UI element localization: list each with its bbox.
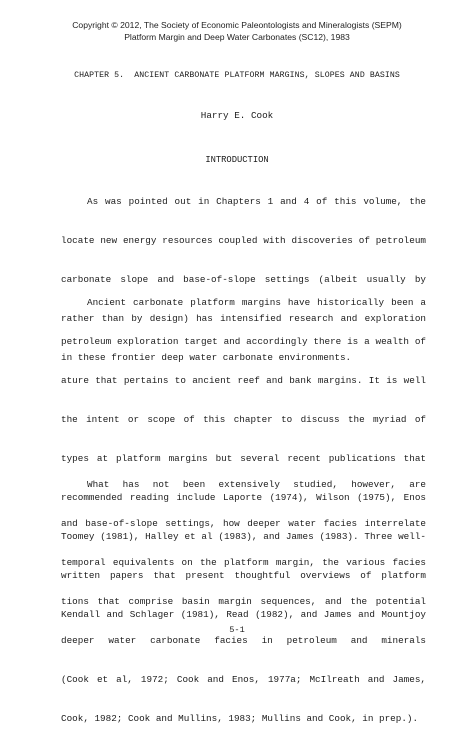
paragraph-line: the intent or scope of this chapter to discuss the myriad of xyxy=(61,414,426,425)
paragraph-line: rather than by design) has intensified research and exploration xyxy=(61,313,426,324)
paragraph-line: tions that comprise basin margin sequences, and the potential xyxy=(61,596,426,607)
paragraph-line: written papers that present thoughtful overviews of platform xyxy=(61,570,426,581)
chapter-title: CHAPTER 5. ANCIENT CARBONATE PLATFORM MARGINS, SLOPES AND BASINS xyxy=(74,71,400,80)
paragraph-line: ature that pertains to ancient reef and bank margins. It is well xyxy=(61,375,426,386)
paragraph-line: petroleum exploration target and accordingly there is a wealth of xyxy=(61,336,426,347)
author-name: Harry E. Cook xyxy=(200,110,274,121)
paragraph-line: and base-of-slope settings, how deeper water facies interrelate xyxy=(61,518,426,529)
paragraph-line: Toomey (1981), Halley et al (1983), and James (1983). Three well- xyxy=(61,531,426,542)
paragraph-line: What has not been extensively studied, however, are xyxy=(87,479,426,490)
paragraph-line: Ancient carbonate platform margins have historically been a xyxy=(87,297,426,308)
section-heading: INTRODUCTION xyxy=(205,155,269,165)
paragraph-3 xyxy=(61,454,426,738)
paragraph-line: deeper water carbonate facies in petroleum and minerals xyxy=(61,635,426,646)
paragraph-line: locate new energy resources coupled with discoveries of petroleum xyxy=(61,235,426,246)
paragraph-line: As was pointed out in Chapters 1 and 4 of this volume, the xyxy=(87,196,426,207)
paragraph-line: Kendall and Schlager (1981), Read (1982), and James and Mountjoy xyxy=(61,609,426,620)
copyright-line: Copyright © 2012, The Society of Economic Paleontologists and Mineralogists (SEPM) xyxy=(72,20,402,30)
paragraph-line: Cook, 1982; Cook and Mullins, 1983; Mullins and Cook, in prep.). xyxy=(61,713,419,724)
paragraph-line: (Cook et al, 1972; Cook and Enos, 1977a; McIlreath and James, xyxy=(61,674,426,685)
paragraph-line: recommended reading include Laporte (1974), Wilson (1975), Enos xyxy=(61,492,426,503)
publication-line: Platform Margin and Deep Water Carbonates (SC12), 1983 xyxy=(124,32,350,42)
page-number: 5-1 xyxy=(229,625,245,635)
paragraph-line: temporal equivalents on the platform margin, the various facies xyxy=(61,557,426,568)
paragraph-line: in these frontier deep water carbonate environments. xyxy=(61,352,352,363)
paragraph-line: carbonate slope and base-of-slope settings (albeit usually by xyxy=(61,274,426,285)
paragraph-line: types at platform margins but several recent publications that xyxy=(61,453,426,464)
